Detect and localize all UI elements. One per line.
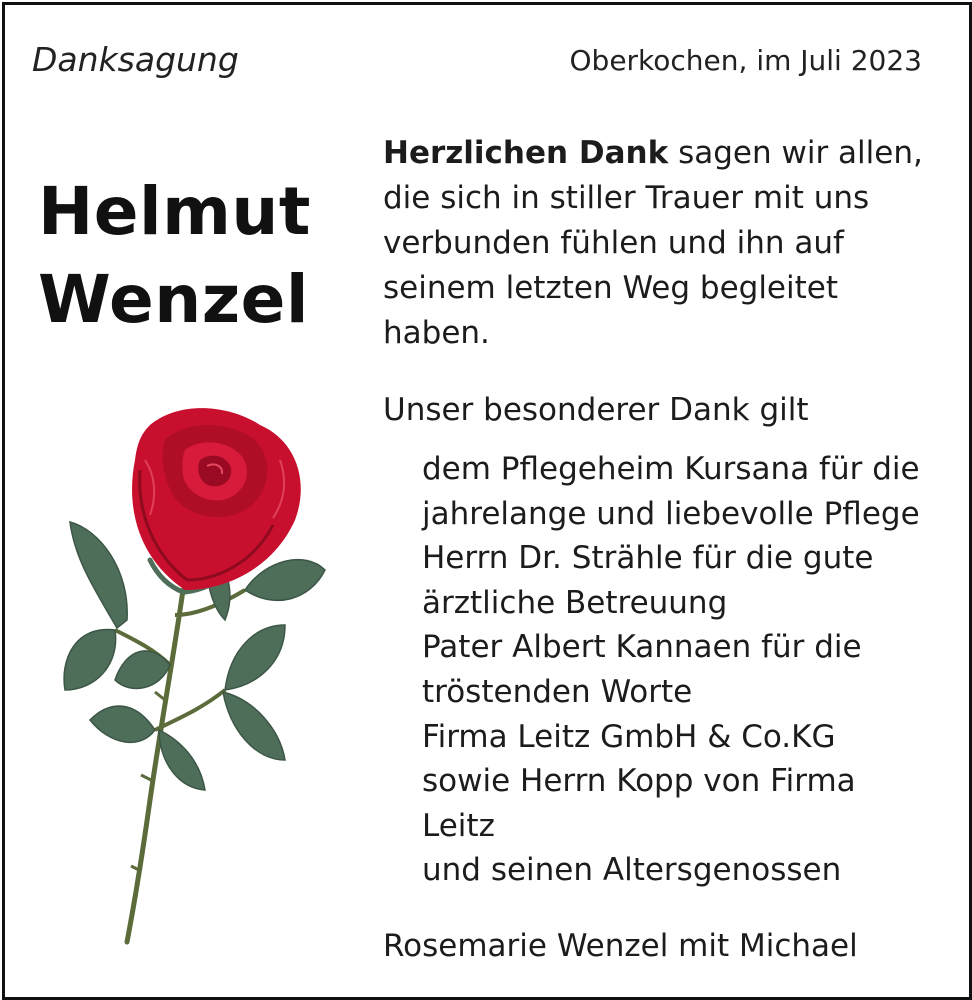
thanks-line: Pater Albert Kannaen für die [422,629,862,666]
thanks-line: dem Pflegeheim Kursana für die [422,451,920,487]
signature: Rosemarie Wenzel mit Michael [383,928,858,964]
intro-paragraph [383,131,943,356]
rose-bloom [132,408,301,590]
thanks-line: sowie Herrn Kopp von Firma [422,763,856,800]
thanks-line: und seinen Altersgenossen [422,852,842,889]
deceased-name [38,168,311,344]
intro-rest: sagen wir allen, die sich in stiller Trauer mit uns verbunden fühlen und ihn auf seinem letzten Weg begleitet haben. [383,135,923,351]
notice-heading: Danksagung [32,40,239,79]
intro-bold: Herzlichen Dank [383,135,669,171]
last-name: Wenzel [38,261,309,338]
red-rose-icon [55,400,345,945]
thanks-line: Firma Leitz GmbH & Co.KG [422,718,836,755]
thanks-list [422,447,920,893]
thanks-line: jahrelange und liebevolle Pflege [422,495,920,532]
first-name: Helmut [38,173,311,250]
thanks-line: Leitz [422,807,495,844]
place-date: Oberkochen, im Juli 2023 [569,44,922,77]
thanks-line: Herrn Dr. Strähle für die gute [422,540,874,577]
thanks-line: ärztliche Betreuung [422,584,728,621]
special-thanks-label: Unser besonderer Dank gilt [383,392,809,428]
thanks-line: tröstenden Worte [422,673,693,710]
